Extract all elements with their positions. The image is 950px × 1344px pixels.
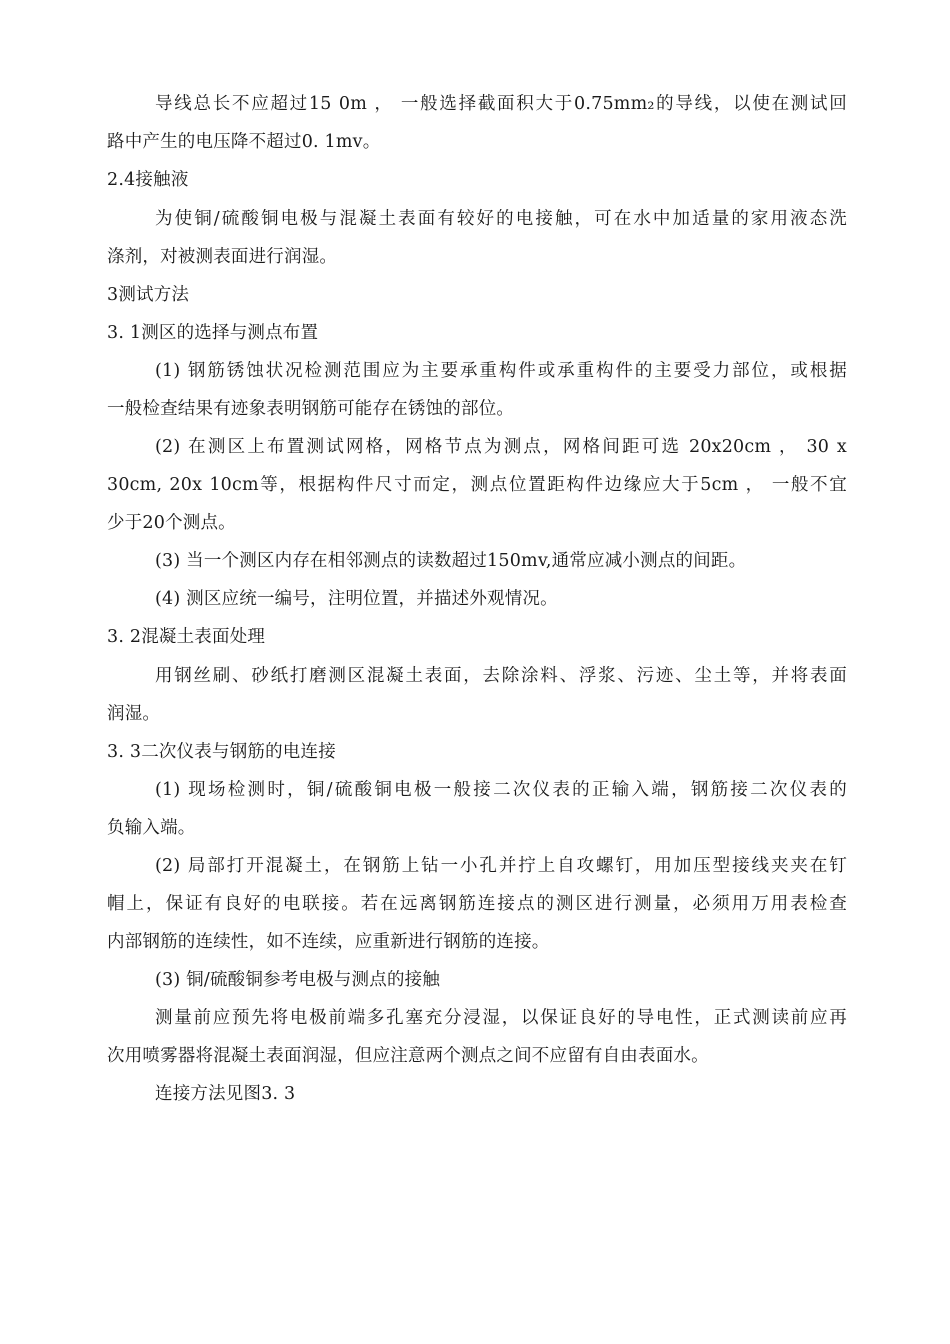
section-heading: 3. 1测区的选择与测点布置 (107, 323, 319, 343)
section-heading: 3. 2混凝土表面处理 (107, 627, 266, 647)
section-heading: 2.4接触液 (107, 170, 189, 190)
paragraph-line: (1) 钢筋锈蚀状况检测范围应为主要承重构件或承重构件的主要受力部位，或根据 (155, 361, 847, 381)
paragraph-line: 为使铜/硫酸铜电极与混凝土表面有较好的电接触，可在水中加适量的家用液态洗 (155, 209, 847, 229)
paragraph-line: 一般检查结果有迹象表明钢筋可能存在锈蚀的部位。 (107, 399, 515, 419)
paragraph-line: 润湿。 (107, 704, 161, 724)
paragraph-line: 少于20个测点。 (107, 513, 236, 533)
paragraph-line: 路中产生的电压降不超过0. 1mv。 (107, 132, 381, 152)
paragraph-line: (3) 铜/硫酸铜参考电极与测点的接触 (155, 970, 441, 990)
paragraph-line: 内部钢筋的连续性，如不连续，应重新进行钢筋的连接。 (107, 932, 550, 952)
section-heading: 3. 3二次仪表与钢筋的电连接 (107, 742, 336, 762)
paragraph-line: 帽上，保证有良好的电联接。若在远离钢筋连接点的测区进行测量，必须用万用表检查 (107, 894, 847, 914)
paragraph-line: 用钢丝刷、砂纸打磨测区混凝土表面，去除涂料、浮浆、污迹、尘土等，并将表面 (155, 666, 847, 686)
paragraph-line: (4) 测区应统一编号，注明位置，并描述外观情况。 (155, 589, 558, 609)
paragraph-line: 30cm, 20x 10cm等，根据构件尺寸而定，测点位置距构件边缘应大于5cm ， 一般不宜 (107, 475, 847, 495)
section-heading: 3测试方法 (107, 285, 190, 305)
paragraph-line: (1) 现场检测时，铜/硫酸铜电极一般接二次仪表的正输入端，钢筋接二次仪表的 (155, 780, 847, 800)
paragraph-line: 次用喷雾器将混凝土表面润湿，但应注意两个测点之间不应留有自由表面水。 (107, 1046, 709, 1066)
paragraph-line: 导线总长不应超过15 0m ， 一般选择截面积大于0.75mm₂的导线，以使在测试回 (155, 94, 847, 114)
paragraph-line: (3) 当一个测区内存在相邻测点的读数超过150mv,通常应减小测点的间距。 (155, 551, 747, 571)
paragraph-line: 涤剂，对被测表面进行润湿。 (107, 247, 338, 267)
paragraph-line: (2) 在测区上布置测试网格，网格节点为测点，网格间距可选 20x20cm ， 30 x (155, 437, 847, 457)
paragraph-line: (2) 局部打开混凝土，在钢筋上钻一小孔并拧上自攻螺钉，用加压型接线夹夹在钉 (155, 856, 847, 876)
paragraph-line: 测量前应预先将电极前端多孔塞充分浸湿，以保证良好的导电性，正式测读前应再 (155, 1008, 847, 1028)
paragraph-line: 连接方法见图3. 3 (155, 1084, 296, 1104)
paragraph-line: 负输入端。 (107, 818, 196, 838)
